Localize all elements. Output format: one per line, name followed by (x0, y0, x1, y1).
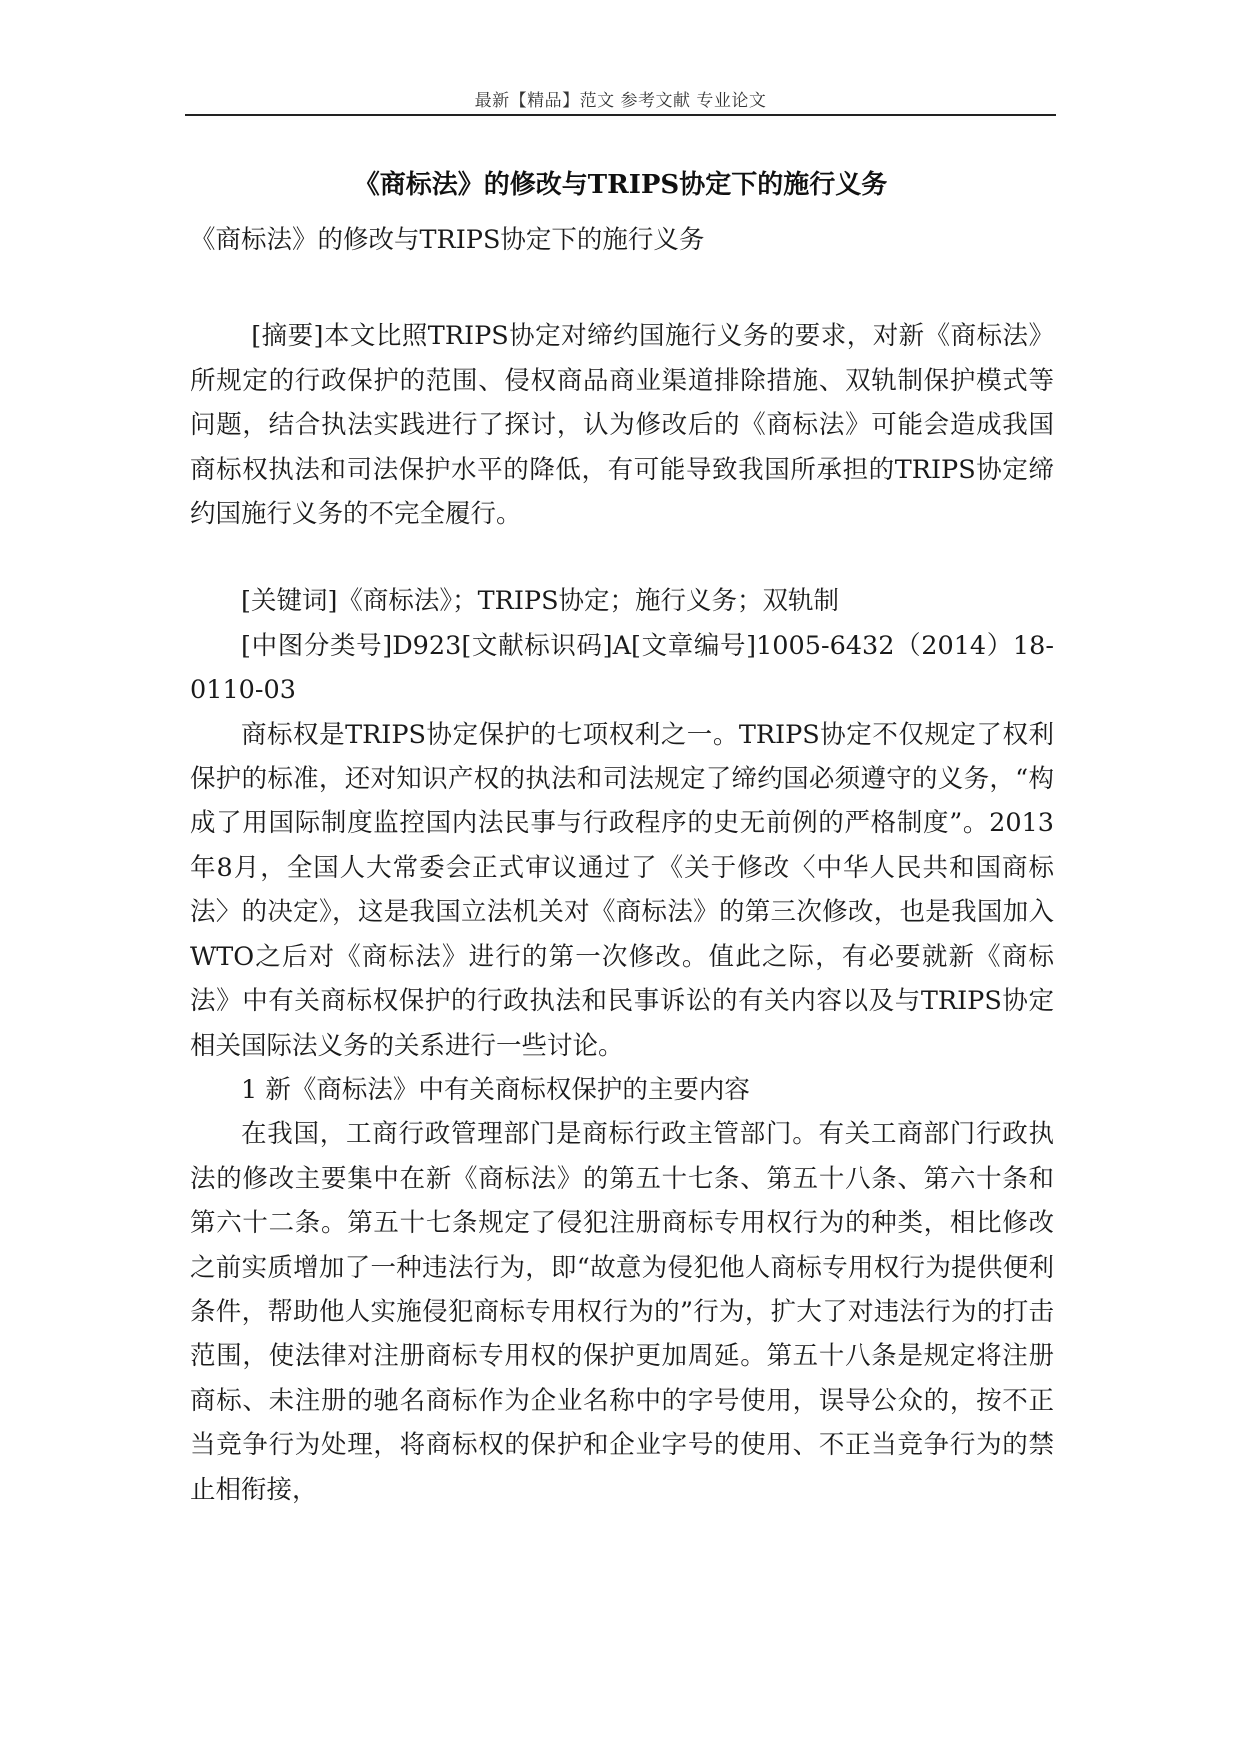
intro-paragraph: 商标权是TRIPS协定保护的七项权利之一。TRIPS协定不仅规定了权利保护的标准，还对知识产权的执法和司法规定了缔约国必须遵守的义务，“构成了用国际制度监控国内法民事与行政程序的史无前例的严格制度”。2013年8月，全国人大常委会正式审议通过了《关于修改〈中华人民共和国商标法〉的决定》，这是我国立法机关对《商标法》的第三次修改，也是我国加入WTO之后对《商标法》进行的第一次修改。值此之际，有必要就新《商标法》中有关商标权保护的行政执法和民事诉讼的有关内容以及与TRIPS协定相关国际法义务的关系进行一些讨论。 (190, 719, 1054, 1061)
document-body (190, 218, 1054, 1512)
page-header: 最新【精品】范文 参考文献 专业论文 (474, 91, 767, 111)
spacer (190, 536, 1054, 579)
spacer (190, 262, 1054, 314)
section-heading: 1 新《商标法》中有关商标权保护的主要内容 (241, 1074, 750, 1105)
keywords-line: [关键词]《商标法》；TRIPS协定；施行义务；双轨制 (241, 586, 840, 617)
body-paragraph: 在我国，工商行政管理部门是商标行政主管部门。有关工商部门行政执法的修改主要集中在新《商标法》的第五十七条、第五十八条、第六十条和第六十二条。第五十七条规定了侵犯注册商标专用权行为的种类，相比修改之前实质增加了一种违法行为，即“故意为侵犯他人商标专用权行为提供便利条件，帮助他人实施侵犯商标专用权行为的”行为，扩大了对违法行为的打击范围，使法律对注册商标专用权的保护更加周延。第五十八条是规定将注册商标、未注册的驰名商标作为企业名称中的字号使用，误导公众的，按不正当竞争行为处理，将商标权的保护和企业字号的使用、不正当竞争行为的禁止相衔接， (190, 1119, 1054, 1505)
abstract-paragraph: [摘要]本文比照TRIPS协定对缔约国施行义务的要求，对新《商标法》所规定的行政保护的范围、侵权商品商业渠道排除措施、双轨制保护模式等问题，结合执法实践进行了探讨，认为修改后的《商标法》可能会造成我国商标权执法和司法保护水平的降低，有可能导致我国所承担的TRIPS协定缔约国施行义务的不完全履行。 (190, 321, 1054, 530)
document-title: 《商标法》的修改与TRIPS协定下的施行义务 (353, 170, 888, 200)
classification-line: [中图分类号]D923[文献标识码]A[文章编号]1005-6432（2014）18-0110-03 (190, 630, 1054, 706)
document-subtitle: 《商标法》的修改与TRIPS协定下的施行义务 (190, 225, 705, 255)
header-divider (185, 114, 1056, 116)
